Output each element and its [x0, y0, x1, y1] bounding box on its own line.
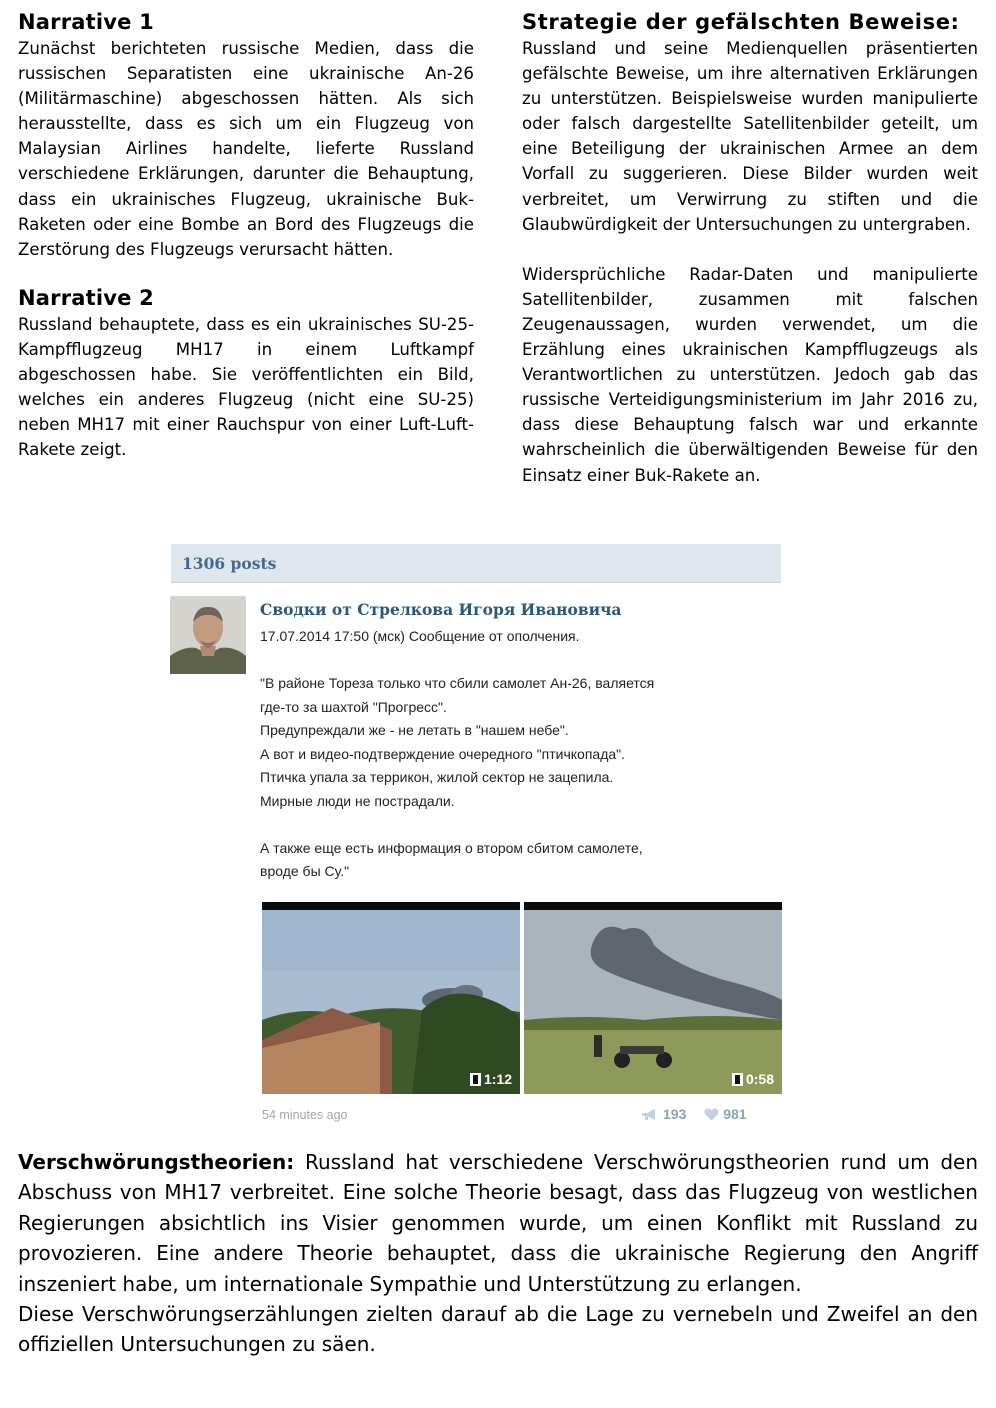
post-meta: 17.07.2014 17:50 (мск) Сообщение от ополчения. — [260, 628, 580, 644]
video-scene-image — [524, 910, 782, 1094]
left-column — [18, 8, 474, 462]
conspiracy-lead: Verschwörungstheorien: — [18, 1150, 295, 1174]
film-icon — [470, 1073, 481, 1086]
post-author[interactable]: Сводки от Стрелкова Игоря Ивановича — [260, 600, 622, 619]
avatar-portrait-image — [170, 596, 246, 674]
post-timestamp[interactable]: 54 minutes ago — [262, 1108, 348, 1122]
repost-button[interactable] — [641, 1106, 686, 1122]
megaphone-icon — [641, 1108, 659, 1121]
video-duration — [470, 1071, 512, 1087]
video-duration-text: 0:58 — [745, 1071, 774, 1087]
like-button[interactable] — [704, 1106, 746, 1122]
video-duration-text: 1:12 — [483, 1071, 512, 1087]
video-thumbnail[interactable] — [524, 902, 782, 1094]
narrative-2-text: Russland behauptete, dass es ein ukrainisches SU-25-Kampfflugzeug MH17 in einem Luftkampf abgeschossen habe. Sie veröffentlichten ein Bild, welches ein anderes Flugzeug (nicht eine SU-25) neben MH17 mit einer Rauchspur von einer Luft-Luft-Rakete zeigt. — [18, 314, 474, 460]
social-post — [163, 540, 781, 1130]
post-stats — [641, 1106, 761, 1124]
video-scene-image — [262, 910, 520, 1094]
repost-count: 193 — [663, 1106, 687, 1122]
conspiracy-section — [18, 1147, 978, 1360]
conspiracy-text: Russland hat verschiedene Verschwörungstheorien rund um den Abschuss von MH17 verbreitet. Eine solche Theorie besagt, dass das Flugzeug von westlichen Regierungen absichtlich ins Visier genommen wurde, um einen Konflikt mit Russland zu provozieren. Eine andere Theorie behauptet, dass die ukrainische Regierung den Angriff inszeniert habe, um internationale Sympathie und Unterstützung zu erlangen. — [18, 1150, 978, 1296]
post-text: "В районе Тореза только что сбили самолет Ан-26, валяется где-то за шахтой "Прогресс". Предупреждали же - не летать в "нашем небе". А вот и видео-подтверждение очередного "птичкопада". Птичка упала за террикон, жилой сектор не зацепила. Мирные люди не пострадали. А также еще есть информация о втором сбитом самолете, вроде бы Су." — [260, 675, 655, 879]
narrative-1-heading: Narrative 1 — [18, 10, 154, 34]
strategy-paragraph-2: Widersprüchliche Radar-Daten und manipulierte Satellitenbilder, zusammen mit falschen Zeugenaussagen, wurden verwendet, um die Erzählung eines ukrainischen Kampfflugzeugs als Verantwortlichen zu unterstützen. Jedoch gab das russische Verteidigungsministerium im Jahr 2016 zu, dass diese Behauptung falsch war und erkannte wahrscheinlich die überwältigenden Beweise für den Einsatz einer Buk-Rakete an. — [522, 264, 978, 485]
narrative-2-heading: Narrative 2 — [18, 285, 154, 310]
conspiracy-paragraph-2: Diese Verschwörungserzählungen zielten darauf ab die Lage zu vernebeln und Zweifel an den offiziellen Untersuchungen zu säen. — [18, 1302, 978, 1357]
film-icon — [732, 1073, 743, 1086]
conspiracy-paragraph — [18, 1147, 978, 1299]
post-header — [171, 544, 781, 583]
strategy-heading: Strategie der gefälschten Beweise: — [522, 10, 960, 34]
like-count: 981 — [723, 1106, 747, 1122]
narrative-1-text: Zunächst berichteten russische Medien, dass die russischen Separatisten eine ukrainische An-26 (Militärmaschine) abgeschossen hätten. Als sich herausstellte, dass es sich um ein Flugzeug von Malaysian Airlines handelte, lieferte Russland verschiedene Erklärungen, darunter die Behauptung, dass ein ukrainisches Flugzeug, ukrainische Buk-Raketen oder eine Bombe an Bord des Flugzeugs die Zerstörung des Flugzeugs verursacht hätten. — [18, 39, 474, 259]
right-column — [522, 8, 978, 488]
strategy-paragraph-1: Russland und seine Medienquellen präsentierten gefälschte Beweise, um ihre alternativen Erklärungen zu unterstützen. Beispielsweise wurden manipulierte oder falsch dargestellte Satellitenbilder geteilt, um eine Beteiligung der ukrainischen Armee an dem Vorfall zu suggerieren. Diese Bilder wurden weit verbreitet, um Verwirrung zu stiften und die Glaubwürdigkeit der Untersuchungen zu untergraben. — [522, 39, 978, 234]
heart-icon — [704, 1108, 719, 1121]
avatar[interactable] — [170, 596, 246, 674]
video-duration — [732, 1071, 774, 1087]
video-thumbnail[interactable] — [262, 902, 520, 1094]
posts-count[interactable]: 1306 posts — [182, 554, 277, 573]
